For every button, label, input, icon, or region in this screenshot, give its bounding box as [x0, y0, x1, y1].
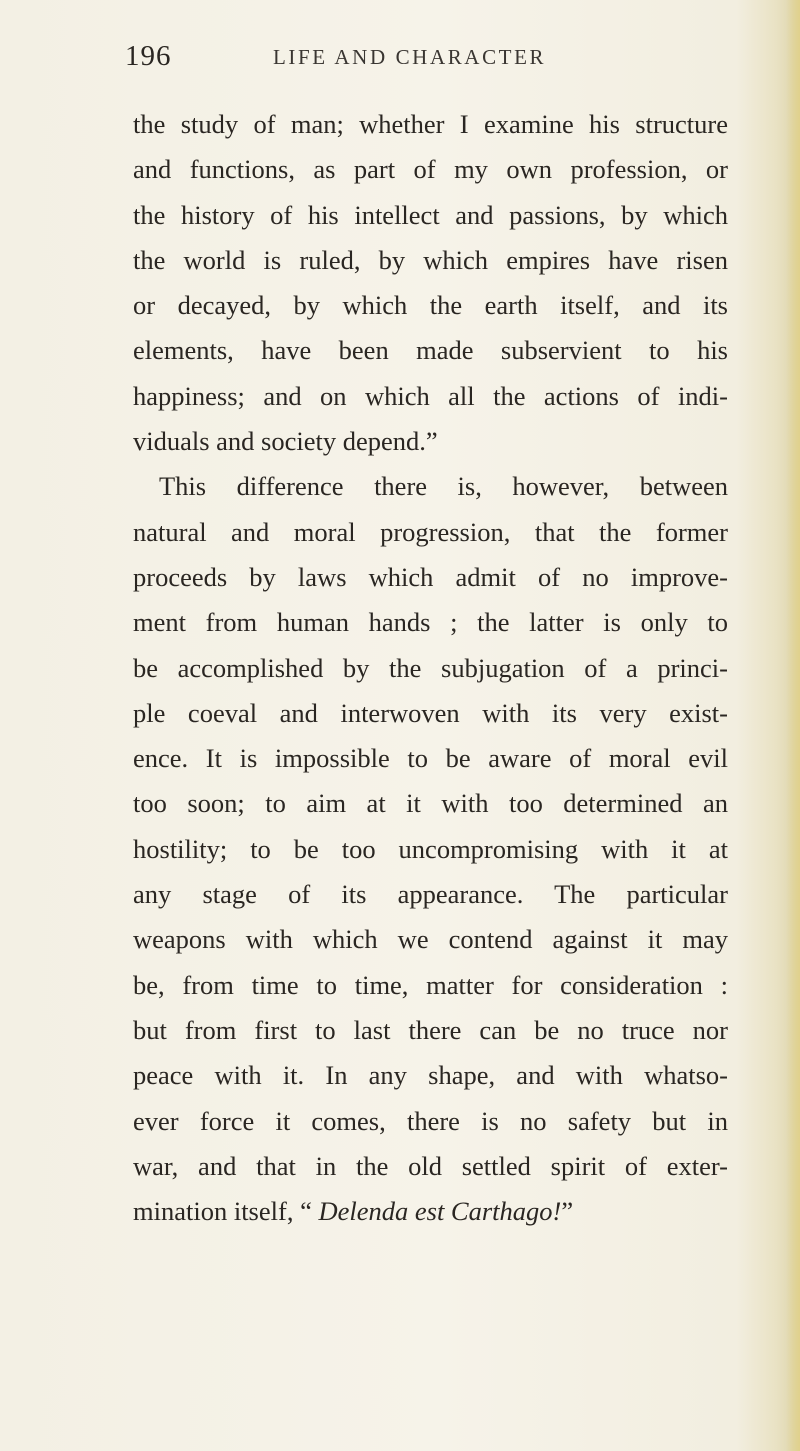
text-line: ment from human hands ; the latter is only to	[133, 607, 728, 638]
text-line: ence. It is impossible to be aware of moral evil	[133, 743, 728, 774]
text-line: the history of his intellect and passions, by which	[133, 199, 728, 230]
text-line: the study of man; whether I examine his structure	[133, 109, 728, 139]
last-line-prefix: mination itself, “	[133, 1196, 319, 1227]
latin-quotation: Delenda est Carthago!	[318, 1196, 562, 1227]
text-line: too soon; to aim at it with too determined an	[133, 788, 728, 819]
text-line: viduals and society depend.”	[133, 426, 438, 457]
text-line: ple coeval and interwoven with its very exist-	[133, 697, 728, 728]
text-line-last	[133, 1189, 728, 1234]
text-line: peace with it. In any shape, and with whatso-	[133, 1060, 728, 1091]
text-line: ever force it comes, there is no safety but in	[133, 1105, 728, 1136]
text-line: be, from time to time, matter for consideration :	[133, 969, 728, 1000]
page-number: 196	[125, 40, 172, 72]
text-line: proceeds by laws which admit of no improve-	[133, 561, 728, 592]
text-line: war, and that in the old settled spirit of exter-	[133, 1150, 728, 1181]
body-text	[133, 102, 728, 1234]
page-header	[125, 40, 725, 80]
paragraph-start-line: This difference there is, however, between	[159, 471, 728, 502]
text-line: natural and moral progression, that the former	[133, 516, 728, 547]
text-line: the world is ruled, by which empires have risen	[133, 244, 728, 275]
text-line: be accomplished by the subjugation of a princi-	[133, 652, 728, 683]
text-line: hostility; to be too uncompromising with it at	[133, 833, 728, 864]
text-line: or decayed, by which the earth itself, and its	[133, 290, 728, 321]
text-line: elements, have been made subservient to his	[133, 335, 728, 366]
text-line: any stage of its appearance. The particular	[133, 879, 728, 910]
text-line: happiness; and on which all the actions of indi-	[133, 380, 728, 411]
text-line: but from first to last there can be no truce nor	[133, 1014, 728, 1045]
last-line-suffix: ”	[561, 1196, 574, 1227]
page-edge-discoloration	[786, 0, 800, 1451]
running-head: LIFE AND CHARACTER	[273, 45, 547, 69]
text-line: and functions, as part of my own profession, or	[133, 154, 728, 185]
text-line: weapons with which we contend against it may	[133, 924, 728, 955]
